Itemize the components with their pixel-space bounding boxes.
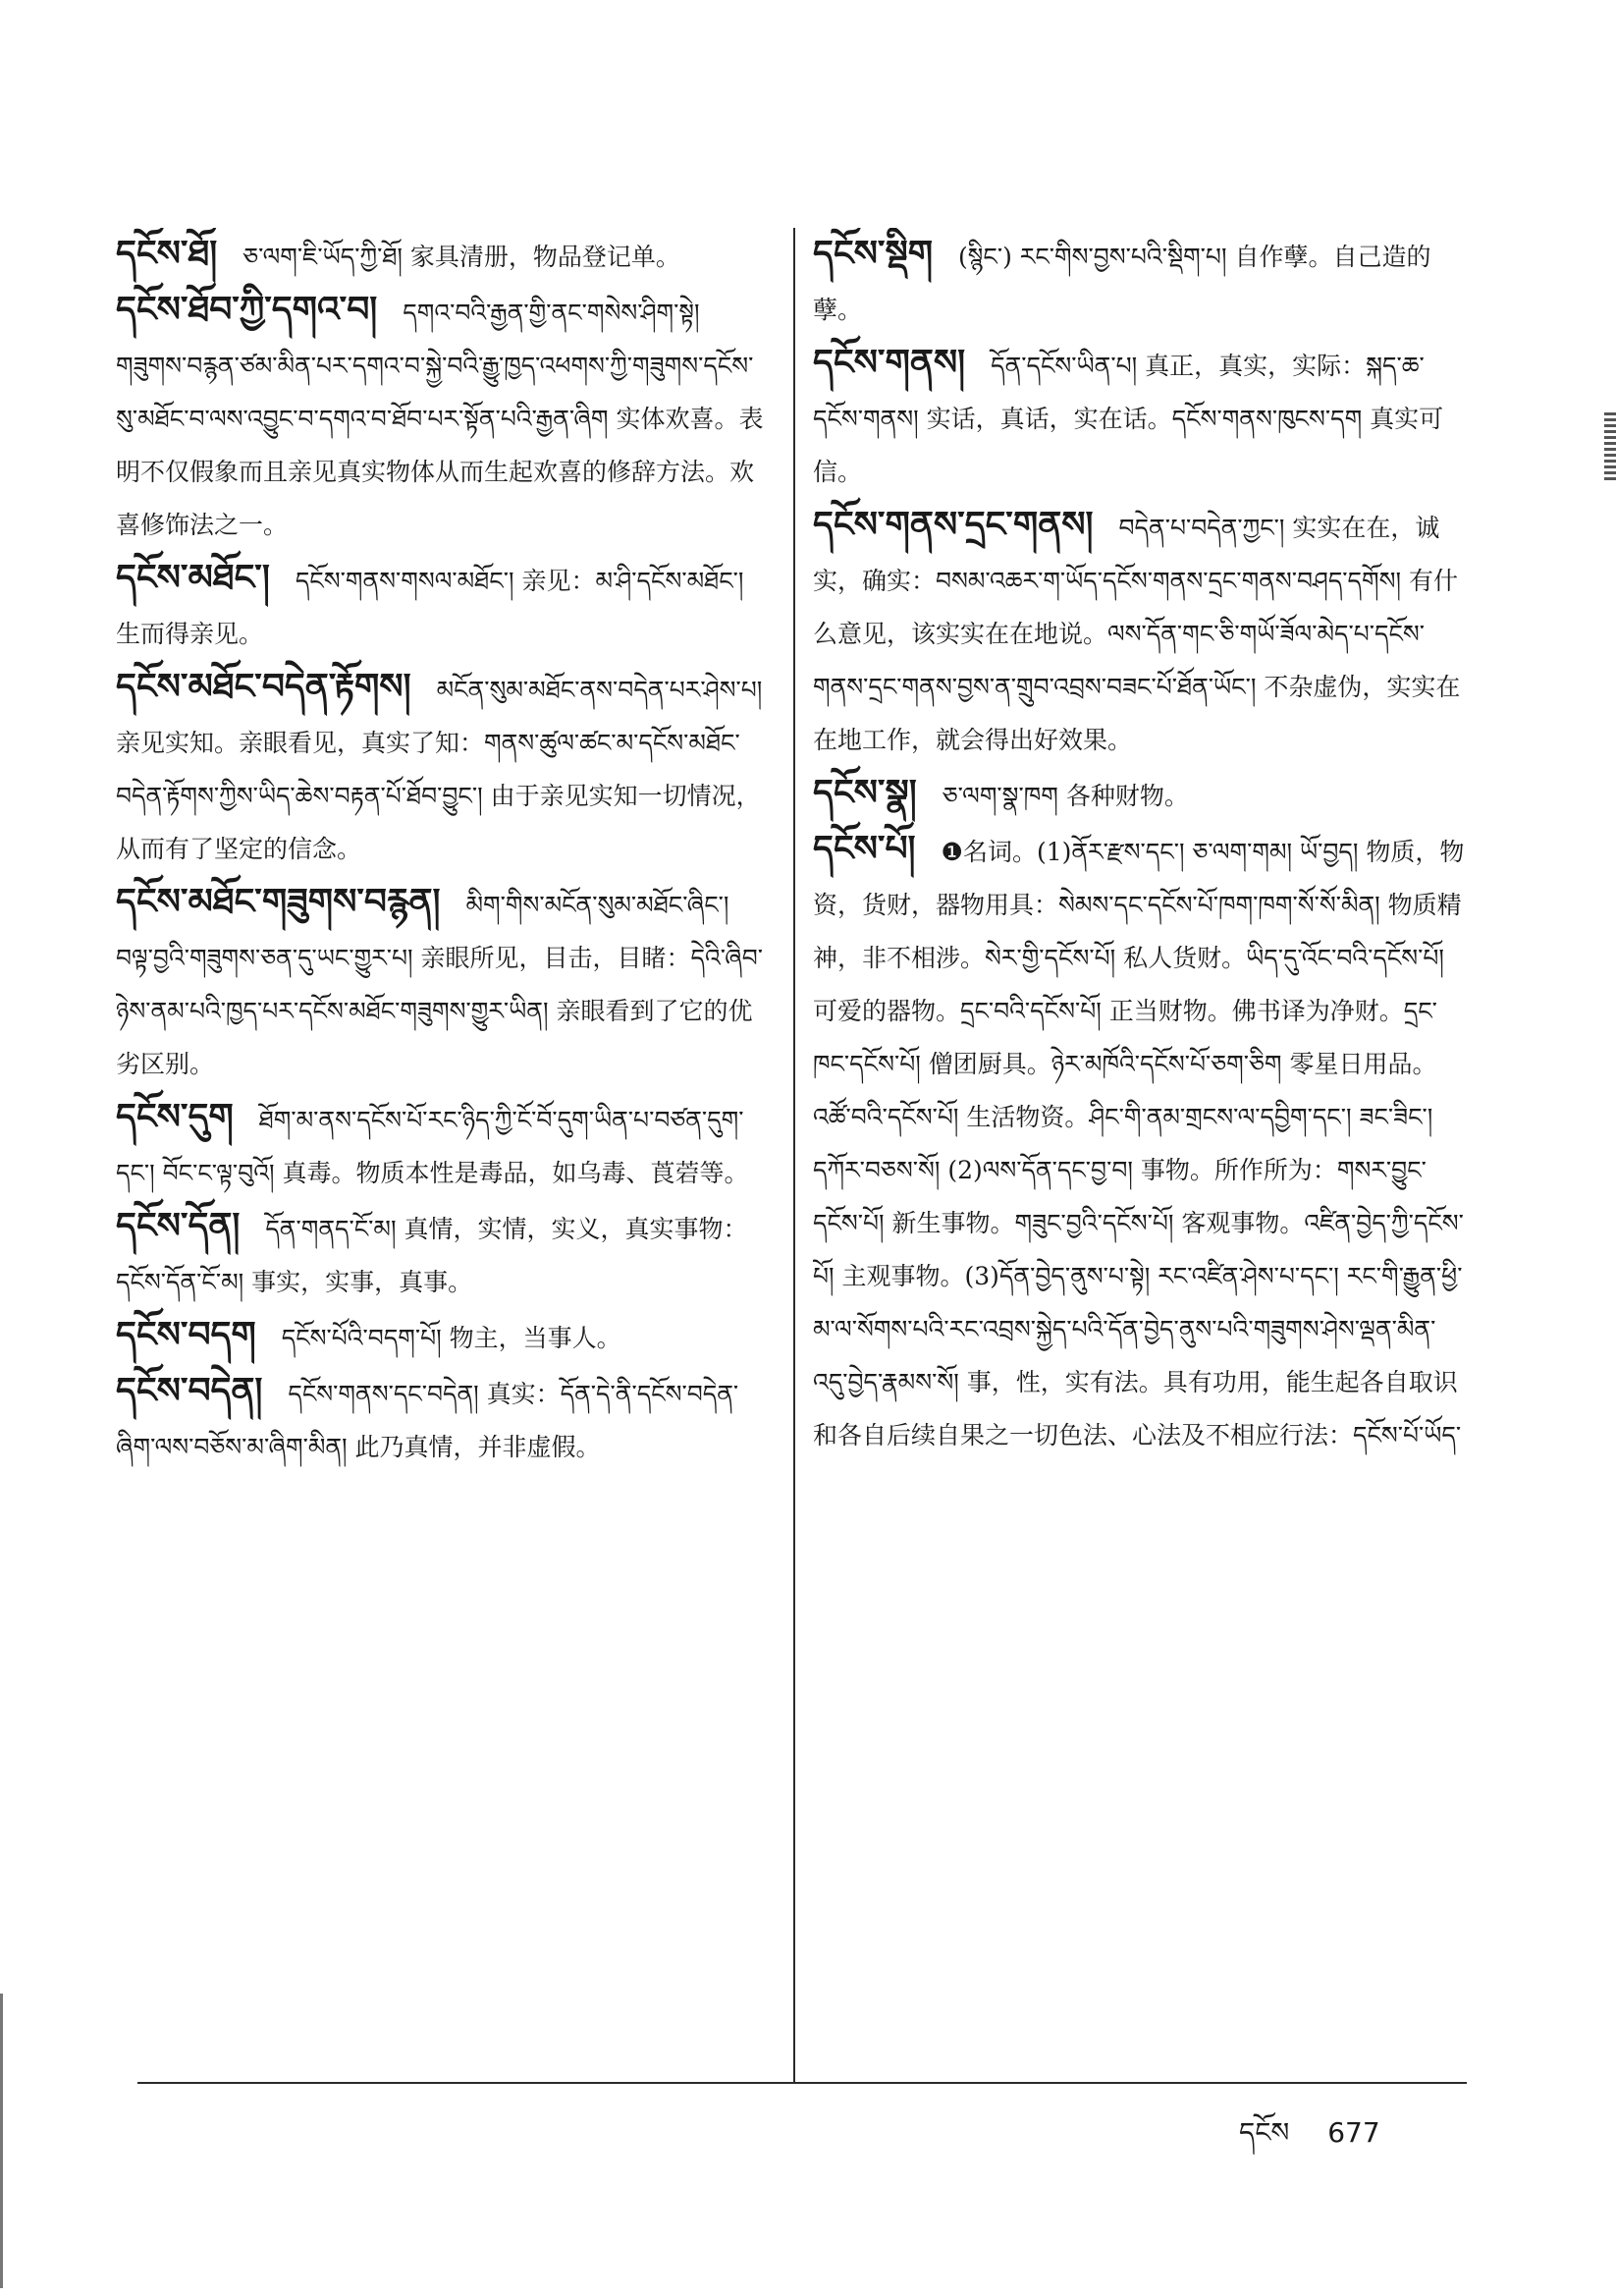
dictionary-entry [116,876,774,1091]
entry-headword: དངོས་སྣ། [813,773,917,813]
dictionary-entry [813,823,1469,1462]
entry-definition: དངོས་གནས་དང་བདེན། 真实：དོན་དེ་ནི་དངོས་བདེན་ཞིག་ལས་བཅོས་མ་ཞིག་མིན། 此乃真情，并非虚假。 [116,1380,739,1461]
entry-definition: (སྙིང་) རང་གིས་བྱས་པའི་སྡིག་པ། 自作孽。自己造的孽。 [813,243,1431,324]
entry-definition: ཅ་ལག་ཇི་ཡོད་ཀྱི་ཐོ། 家具清册，物品登记单。 [242,243,680,271]
entry-headword: དངོས་མཐོང་། [116,558,270,598]
entry-headword: དངོས་ཐོ། [116,234,218,274]
entry-definition: མིག་གིས་མངོན་སུམ་མཐོང་ཞིང་། བལྟ་བྱའི་གཟུགས་ཅན་དུ་ཡང་གྱུར་པ། 亲眼所见，目击，目睹：དེའི་ཞིབ་ཉེས་ནམ་པའི་ཁྱད་པར་དངོས་མཐོང་གཟུགས་གྱུར་ཡིན། 亲眼看到了它的优劣区别。 [116,891,764,1078]
entry-headword: དངོས་བདག [116,1315,256,1355]
dictionary-entry [813,228,1469,337]
left-scan-mark [0,1994,3,2288]
footer-rule [137,2082,1467,2084]
entry-headword: དངོས་ཐོབ་ཀྱི་དགའ་བ། [116,290,378,330]
entry-definition: དོན་དངོས་ཡིན་པ། 真正，真实，实际：སྐད་ཆ་དངོས་གནས། 实话，真话，实在话。དངོས་གནས་ཁུངས་དག 真实可信。 [813,352,1444,486]
page-number: 677 [1327,2116,1380,2149]
right-column [813,228,1469,1995]
entry-headword: དངོས་དུག [116,1097,234,1137]
entry-headword: དངོས་གནས། [813,343,966,383]
entry-headword: དངོས་མཐོང་གཟུགས་བརྙན། [116,882,441,922]
entry-definition: ཅ་ལག་སྣ་ཁག 各种财物。 [942,782,1189,810]
running-headword: དངོས [1239,2116,1290,2149]
entry-definition: མངོན་སུམ་མཐོང་ནས་བདེན་པར་ཤེས་པ། 亲见实知。亲眼看见，真实了知：གནས་ཚུལ་ཚང་མ་དངོས་མཐོང་བདེན་རྟོགས་ཀྱིས་ཡིད་ཆེས་བརྟན་པོ་ཐོབ་བྱུང་། 由于亲见实知一切情况，从而有了坚定的信念。 [116,676,763,863]
dictionary-entry [813,499,1469,767]
entry-headword: དངོས་མཐོང་བདེན་རྟོགས། [116,667,411,707]
dictionary-entry [116,228,774,284]
dictionary-entry [116,1309,774,1365]
entry-definition: དངོས་པོའི་བདག་པོ། 物主，当事人。 [281,1324,621,1352]
dictionary-entry [116,1365,774,1474]
entry-definition: དོན་གནད་ངོ་མ། 真情，实情，实义，真实事物：དངོས་དོན་ངོ་མ། 事实，实事，真事。 [116,1215,748,1296]
entry-definition: བདེན་པ་བདེན་ཀྱང་། 实实在在，诚实，确实：བསམ་འཆར་ག་ཡོད་དངོས་གནས་དྲང་གནས་བཤད་དགོས། 有什么意见，该实实在在地说。ལས་དོན་གང་ཅི་གཡོ་ཟོལ་མེད་པ་དངོས་གནས་དྲང་གནས་བྱས་ན་གྲུབ་འབྲས་བཟང་པོ་ཐོན་ཡོང་། 不杂虚伪，实实在在地工作，就会得出好效果。 [813,514,1461,754]
entry-headword: དངོས་དོན། [116,1206,241,1246]
entry-definition: ❶名词。(1)ནོར་རྫས་དང་། ཅ་ལག་གམ། ཡོ་བྱད། 物质，物资，货财，器物用具：སེམས་དང་དངོས་པོ་ཁག་ཁག་སོ་སོ་མིན། 物质精神，非不相涉。སེར་གྱི་དངོས་པོ། 私人货财。ཡིད་དུ་འོང་བའི་དངོས་པོ། 可爱的器物。དྲང་བའི་དངོས་པོ། 正当财物。佛书译为净财。དྲང་ཁང་དངོས་པོ། 僧团厨具。ཉེར་མཁོའི་དངོས་པོ་ཅག་ཅིག 零星日用品。འཚོ་བའི་དངོས་པོ། 生活物资。ཤིང་གི་ནམ་གྲངས་ལ་དབྱིག་དང་། ཟང་ཟིང་། དཀོར་བཅས་སོ། (2)ལས་དོན་དང་བྱ་བ། 事物。所作所为：གསར་བྱུང་དངོས་པོ། 新生事物。གཟུང་བྱའི་དངོས་པོ། 客观事物。འཛིན་བྱེད་ཀྱི་དངོས་པོ། 主观事物。(3)དོན་བྱེད་ནུས་པ་སྟེ། རང་འཛིན་ཤེས་པ་དང་། རང་གི་རྒྱུན་ཕྱི་མ་ལ་སོགས་པའི་རང་འབྲས་སྐྱེད་པའི་དོན་བྱེད་ནུས་པའི་གཟུགས་ཤེས་ལྡན་མིན་འདུ་བྱེད་རྣམས་སོ། 事，性，实有法。具有功用，能生起各自取识和各自后续自果之一切色法、心法及不相应行法：དངོས་པོ་ཡོད་ [813,838,1465,1449]
dictionary-entry [813,767,1469,823]
entry-headword: དངོས་བདེན། [116,1371,263,1411]
entry-definition: དངོས་གནས་གསལ་མཐོང་། 亲见：མ་ཤི་དངོས་མཐོང་། 生而得亲见。 [116,567,744,648]
left-column [116,228,774,1995]
page-footer [1239,2102,1380,2179]
entry-headword: དངོས་གནས་དྲང་གནས། [813,505,1094,545]
entry-headword: དངོས་སྡིག [813,234,934,274]
dictionary-entry [116,284,774,552]
dictionary-entry [116,661,774,876]
entry-definition: ཐོག་མ་ནས་དངོས་པོ་རང་ཉིད་ཀྱི་ངོ་བོ་དུག་ཡིན་པ་བཙན་དུག་དང་། བོང་ང་ལྟ་བུའོ། 真毒。物质本性是毒品，如乌毒、莨菪等。 [116,1106,749,1187]
dictionary-entry [116,1091,774,1200]
dictionary-entry [116,552,774,661]
entry-definition: དགའ་བའི་རྒྱན་གྱི་ནང་གསེས་ཤིག་སྟེ། གཟུགས་བརྙན་ཙམ་མིན་པར་དགའ་བ་སྐྱེ་བའི་རྒྱུ་ཁྱད་འཕགས་ཀྱི་གཟུགས་དངོས་སུ་མཐོང་བ་ལས་འབྱུང་བ་དགའ་བ་ཐོབ་པར་སྟོན་པའི་རྒྱན་ཞིག 实体欢喜。表明不仅假象而且亲见真实物体从而生起欢喜的修辞方法。欢喜修饰法之一。 [116,299,764,539]
dictionary-entry [813,337,1469,499]
column-divider [793,228,795,2084]
margin-scan-mark [1604,412,1616,481]
entry-headword: དངོས་པོ། [813,829,916,869]
dictionary-entry [116,1200,774,1309]
